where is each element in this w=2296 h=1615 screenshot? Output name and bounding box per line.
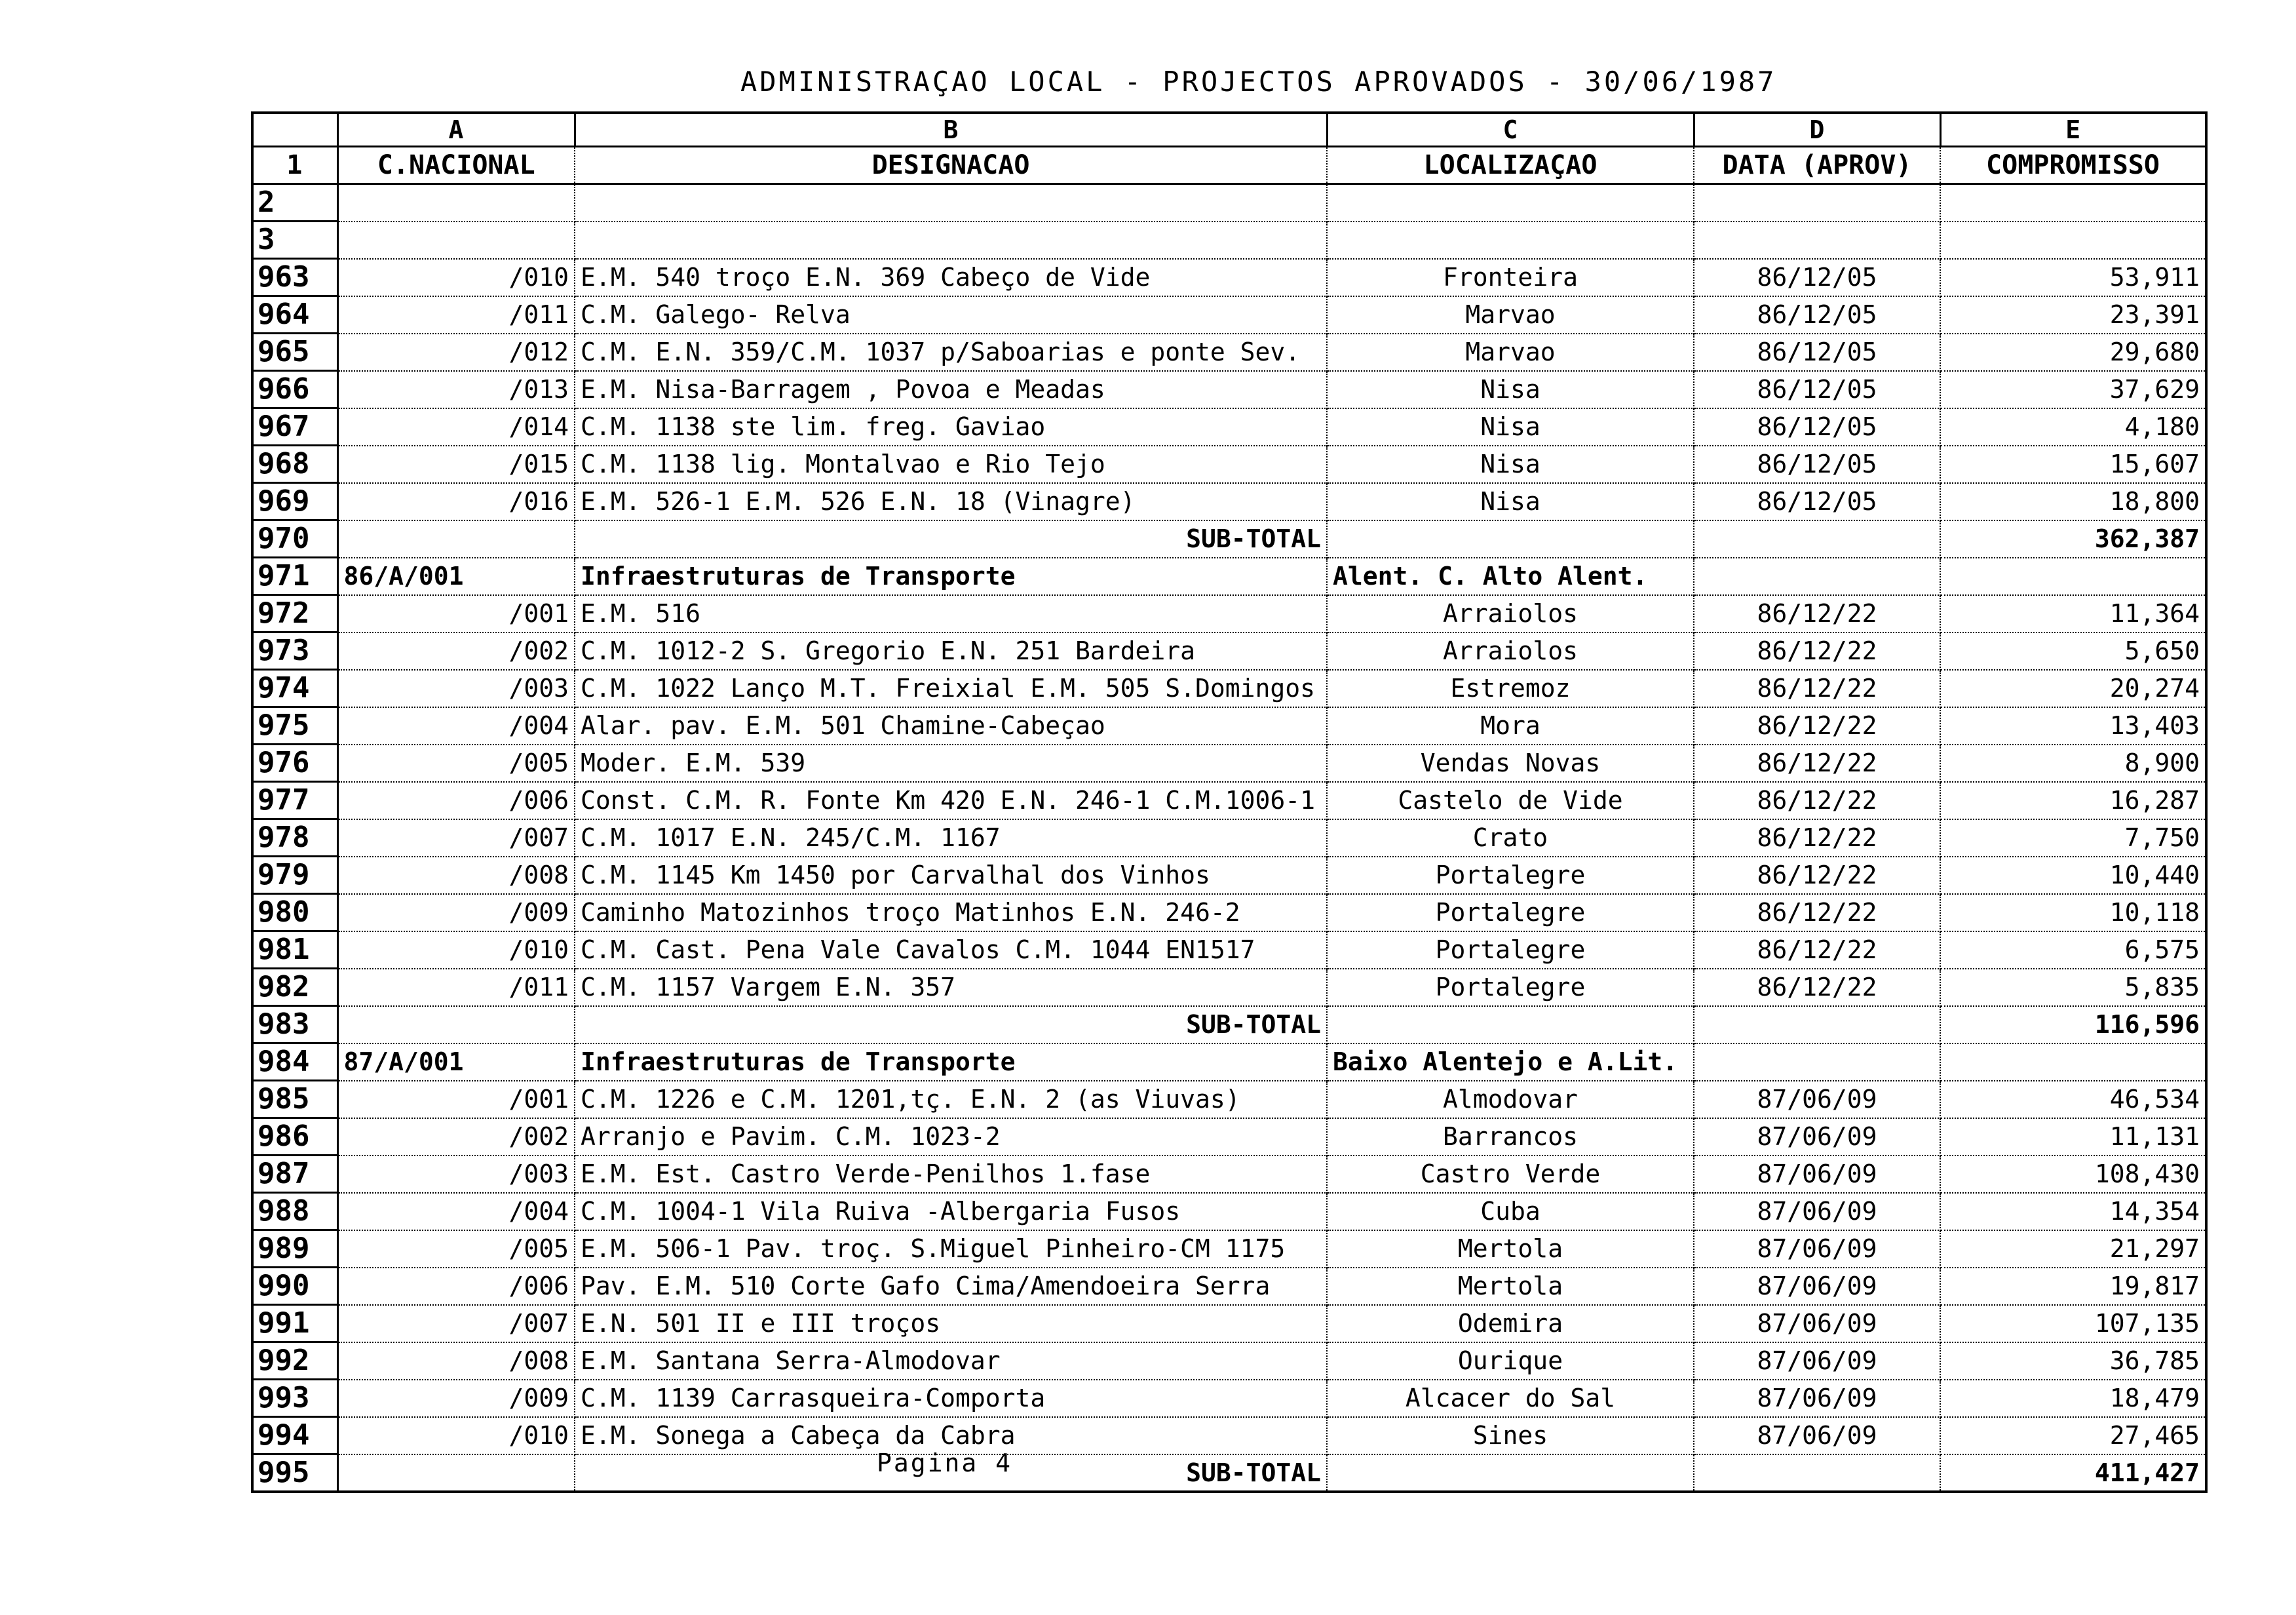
cell-localizacao: Vendas Novas — [1327, 745, 1694, 782]
cell-designacao: C.M. 1017 E.N. 245/C.M. 1167 — [575, 819, 1327, 857]
header-compromisso: COMPROMISSO — [1940, 147, 2206, 184]
cell-designacao: C.M. 1012-2 S. Gregorio E.N. 251 Bardeira — [575, 632, 1327, 670]
cell-designacao: C.M. 1138 lig. Montalvao e Rio Tejo — [575, 446, 1327, 483]
cell-data-aprov: 86/12/22 — [1694, 819, 1940, 857]
cell-data-aprov: 86/12/22 — [1694, 969, 1940, 1006]
cell-data-aprov: 86/12/05 — [1694, 483, 1940, 520]
table-row — [252, 1417, 2206, 1454]
cell-c-nacional: /008 — [337, 857, 575, 894]
cell-c-nacional: /009 — [337, 1380, 575, 1417]
cell-localizacao — [1327, 1006, 1694, 1043]
cell-c-nacional — [337, 520, 575, 558]
document-title: ADMINISTRAÇAO LOCAL - PROJECTOS APROVADOS - 30/06/1987 — [740, 66, 1777, 98]
blank-row — [252, 222, 2206, 259]
row-number: 993 — [252, 1380, 337, 1417]
table-row — [252, 1305, 2206, 1342]
cell-designacao: E.M. Santana Serra-Almodovar — [575, 1342, 1327, 1380]
table-row — [252, 745, 2206, 782]
cell-compromisso: 5,835 — [1940, 969, 2206, 1006]
cell-c-nacional: /011 — [337, 969, 575, 1006]
table-row — [252, 1342, 2206, 1380]
table-row — [252, 1156, 2206, 1193]
cell-data-aprov: 86/12/22 — [1694, 595, 1940, 632]
cell-localizacao: Estremoz — [1327, 670, 1694, 707]
table-row — [252, 632, 2206, 670]
table-row — [252, 1380, 2206, 1417]
subtotal-label: SUB-TOTAL — [575, 1454, 1327, 1492]
table-row — [252, 595, 2206, 632]
cell-localizacao: Portalegre — [1327, 857, 1694, 894]
row-number: 981 — [252, 931, 337, 969]
header-c-nacional: C.NACIONAL — [337, 147, 575, 184]
column-header-a: A — [337, 113, 575, 147]
cell-designacao: Arranjo e Pavim. C.M. 1023-2 — [575, 1118, 1327, 1156]
cell-designacao: E.N. 501 II e III troços — [575, 1305, 1327, 1342]
cell-designacao: E.M. 516 — [575, 595, 1327, 632]
table-row — [252, 894, 2206, 931]
cell-data-aprov: 87/06/09 — [1694, 1230, 1940, 1268]
cell-data-aprov: 86/12/22 — [1694, 707, 1940, 745]
table-row — [252, 371, 2206, 408]
cell-c — [1327, 222, 1694, 259]
row-number: 965 — [252, 334, 337, 371]
cell-compromisso: 108,430 — [1940, 1156, 2206, 1193]
cell-compromisso — [1940, 1043, 2206, 1081]
cell-localizacao: Nisa — [1327, 371, 1694, 408]
cell-designacao: C.M. Cast. Pena Vale Cavalos C.M. 1044 EN1517 — [575, 931, 1327, 969]
row-number: 982 — [252, 969, 337, 1006]
cell-c-nacional: /007 — [337, 819, 575, 857]
subtotal-value: 362,387 — [1940, 520, 2206, 558]
subtotal-label: SUB-TOTAL — [575, 1006, 1327, 1043]
cell-data-aprov: 87/06/09 — [1694, 1193, 1940, 1230]
table-row — [252, 1268, 2206, 1305]
cell-localizacao: Arraiolos — [1327, 632, 1694, 670]
subtotal-row — [252, 520, 2206, 558]
cell-compromisso: 23,391 — [1940, 296, 2206, 334]
row-number: 991 — [252, 1305, 337, 1342]
blank-row — [252, 184, 2206, 222]
cell-compromisso: 18,800 — [1940, 483, 2206, 520]
cell-c-nacional: /012 — [337, 334, 575, 371]
cell-data-aprov — [1694, 1043, 1940, 1081]
row-number: 976 — [252, 745, 337, 782]
table-row — [252, 296, 2206, 334]
table-row — [252, 857, 2206, 894]
header-designacao: DESIGNACAO — [575, 147, 1327, 184]
cell-data-aprov: 87/06/09 — [1694, 1118, 1940, 1156]
cell-c-nacional: /002 — [337, 632, 575, 670]
group-header-row — [252, 558, 2206, 595]
cell-c-nacional: /003 — [337, 1156, 575, 1193]
cell-localizacao: Almodovar — [1327, 1081, 1694, 1118]
subtotal-row — [252, 1006, 2206, 1043]
cell-data-aprov: 87/06/09 — [1694, 1380, 1940, 1417]
row-number: 983 — [252, 1006, 337, 1043]
cell-localizacao: Crato — [1327, 819, 1694, 857]
cell-designacao: E.M. Sonega a Cabeça da Cabra — [575, 1417, 1327, 1454]
cell-c — [1327, 184, 1694, 222]
row-number: 1 — [252, 147, 337, 184]
cell-b — [575, 222, 1327, 259]
cell-c-nacional: /013 — [337, 371, 575, 408]
cell-c-nacional: /005 — [337, 1230, 575, 1268]
cell-c-nacional: /004 — [337, 1193, 575, 1230]
row-number: 974 — [252, 670, 337, 707]
cell-compromisso: 27,465 — [1940, 1417, 2206, 1454]
cell-localizacao: Alent. C. Alto Alent. — [1327, 558, 1694, 595]
table-row — [252, 1230, 2206, 1268]
cell-localizacao: Nisa — [1327, 483, 1694, 520]
cell-designacao: Infraestruturas de Transporte — [575, 558, 1327, 595]
cell-designacao: C.M. Galego- Relva — [575, 296, 1327, 334]
cell-data-aprov: 86/12/05 — [1694, 259, 1940, 296]
table-row — [252, 483, 2206, 520]
row-number: 969 — [252, 483, 337, 520]
table-row — [252, 408, 2206, 446]
column-letters-row — [252, 113, 2206, 147]
cell-designacao: C.M. 1226 e C.M. 1201,tç. E.N. 2 (as Viuvas) — [575, 1081, 1327, 1118]
group-header-row — [252, 1043, 2206, 1081]
cell-compromisso: 16,287 — [1940, 782, 2206, 819]
header-data-aprov: DATA (APROV) — [1694, 147, 1940, 184]
cell-c-nacional: /016 — [337, 483, 575, 520]
cell-c-nacional: /008 — [337, 1342, 575, 1380]
cell-localizacao: Mertola — [1327, 1230, 1694, 1268]
row-number: 2 — [252, 184, 337, 222]
row-number: 978 — [252, 819, 337, 857]
cell-localizacao: Baixo Alentejo e A.Lit. — [1327, 1043, 1694, 1081]
table-row — [252, 782, 2206, 819]
cell-compromisso: 15,607 — [1940, 446, 2206, 483]
table-row — [252, 334, 2206, 371]
cell-compromisso: 7,750 — [1940, 819, 2206, 857]
cell-compromisso — [1940, 558, 2206, 595]
header-localizacao: LOCALIZAÇAO — [1327, 147, 1694, 184]
cell-data-aprov: 86/12/22 — [1694, 632, 1940, 670]
cell-compromisso: 36,785 — [1940, 1342, 2206, 1380]
cell-localizacao: Fronteira — [1327, 259, 1694, 296]
cell-designacao: Const. C.M. R. Fonte Km 420 E.N. 246-1 C.M.1006-1 — [575, 782, 1327, 819]
cell-c-nacional: /010 — [337, 259, 575, 296]
cell-data-aprov: 87/06/09 — [1694, 1268, 1940, 1305]
row-number: 990 — [252, 1268, 337, 1305]
cell-compromisso: 10,118 — [1940, 894, 2206, 931]
column-header-e: E — [1940, 113, 2206, 147]
cell-data-aprov: 87/06/09 — [1694, 1081, 1940, 1118]
cell-designacao: Caminho Matozinhos troço Matinhos E.N. 246-2 — [575, 894, 1327, 931]
cell-c-nacional — [337, 1006, 575, 1043]
cell-localizacao: Castro Verde — [1327, 1156, 1694, 1193]
row-number: 980 — [252, 894, 337, 931]
row-number: 989 — [252, 1230, 337, 1268]
cell-designacao: E.M. 540 troço E.N. 369 Cabeço de Vide — [575, 259, 1327, 296]
spreadsheet-table — [251, 111, 2208, 1493]
cell-designacao: C.M. 1157 Vargem E.N. 357 — [575, 969, 1327, 1006]
cell-b — [575, 184, 1327, 222]
row-number: 986 — [252, 1118, 337, 1156]
cell-designacao: E.M. Est. Castro Verde-Penilhos 1.fase — [575, 1156, 1327, 1193]
cell-data-aprov: 86/12/22 — [1694, 782, 1940, 819]
cell-designacao: C.M. 1138 ste lim. freg. Gaviao — [575, 408, 1327, 446]
cell-localizacao: Arraiolos — [1327, 595, 1694, 632]
row-number: 971 — [252, 558, 337, 595]
cell-localizacao: Alcacer do Sal — [1327, 1380, 1694, 1417]
row-number: 3 — [252, 222, 337, 259]
cell-e — [1940, 222, 2206, 259]
cell-data-aprov: 87/06/09 — [1694, 1342, 1940, 1380]
cell-compromisso: 4,180 — [1940, 408, 2206, 446]
cell-e — [1940, 184, 2206, 222]
cell-localizacao: Marvao — [1327, 296, 1694, 334]
table-row — [252, 446, 2206, 483]
table-row — [252, 1081, 2206, 1118]
cell-data-aprov: 86/12/05 — [1694, 371, 1940, 408]
cell-localizacao: Cuba — [1327, 1193, 1694, 1230]
corner-cell — [252, 113, 337, 147]
row-number: 970 — [252, 520, 337, 558]
cell-c-nacional: /015 — [337, 446, 575, 483]
table-row — [252, 969, 2206, 1006]
cell-data-aprov: 86/12/05 — [1694, 334, 1940, 371]
cell-c-nacional: /010 — [337, 931, 575, 969]
cell-compromisso: 21,297 — [1940, 1230, 2206, 1268]
cell-data-aprov: 86/12/22 — [1694, 931, 1940, 969]
cell-c-nacional: /001 — [337, 595, 575, 632]
cell-c-nacional: /004 — [337, 707, 575, 745]
row-number: 968 — [252, 446, 337, 483]
cell-c-nacional: 86/A/001 — [337, 558, 575, 595]
cell-data-aprov — [1694, 520, 1940, 558]
cell-designacao: C.M. E.N. 359/C.M. 1037 p/Saboarias e ponte Sev. — [575, 334, 1327, 371]
cell-c-nacional: 87/A/001 — [337, 1043, 575, 1081]
row-number: 972 — [252, 595, 337, 632]
table-row — [252, 1118, 2206, 1156]
cell-localizacao: Nisa — [1327, 408, 1694, 446]
cell-designacao: E.M. Nisa-Barragem , Povoa e Meadas — [575, 371, 1327, 408]
cell-c-nacional: /010 — [337, 1417, 575, 1454]
cell-localizacao: Portalegre — [1327, 931, 1694, 969]
cell-compromisso: 107,135 — [1940, 1305, 2206, 1342]
table-row — [252, 819, 2206, 857]
cell-localizacao: Sines — [1327, 1417, 1694, 1454]
cell-localizacao: Odemira — [1327, 1305, 1694, 1342]
cell-compromisso: 18,479 — [1940, 1380, 2206, 1417]
row-number: 987 — [252, 1156, 337, 1193]
column-header-c: C — [1327, 113, 1694, 147]
row-number: 988 — [252, 1193, 337, 1230]
cell-localizacao: Portalegre — [1327, 894, 1694, 931]
cell-compromisso: 46,534 — [1940, 1081, 2206, 1118]
row-number: 994 — [252, 1417, 337, 1454]
table-row — [252, 1193, 2206, 1230]
cell-compromisso: 11,364 — [1940, 595, 2206, 632]
cell-localizacao: Barrancos — [1327, 1118, 1694, 1156]
table-row — [252, 931, 2206, 969]
column-header-b: B — [575, 113, 1327, 147]
cell-compromisso: 6,575 — [1940, 931, 2206, 969]
row-number: 967 — [252, 408, 337, 446]
row-number: 963 — [252, 259, 337, 296]
cell-data-aprov: 86/12/05 — [1694, 296, 1940, 334]
subtotal-label: SUB-TOTAL — [575, 520, 1327, 558]
cell-designacao: C.M. 1004-1 Vila Ruiva -Albergaria Fusos — [575, 1193, 1327, 1230]
cell-localizacao — [1327, 1454, 1694, 1492]
cell-data-aprov — [1694, 1454, 1940, 1492]
cell-data-aprov: 86/12/05 — [1694, 446, 1940, 483]
row-number: 966 — [252, 371, 337, 408]
row-number: 995 — [252, 1454, 337, 1492]
cell-localizacao: Ourique — [1327, 1342, 1694, 1380]
subtotal-row — [252, 1454, 2206, 1492]
cell-data-aprov: 86/12/22 — [1694, 894, 1940, 931]
cell-designacao: C.M. 1139 Carrasqueira-Comporta — [575, 1380, 1327, 1417]
row-number: 975 — [252, 707, 337, 745]
cell-compromisso: 37,629 — [1940, 371, 2206, 408]
subtotal-value: 411,427 — [1940, 1454, 2206, 1492]
cell-c-nacional: /003 — [337, 670, 575, 707]
cell-c-nacional: /006 — [337, 1268, 575, 1305]
cell-data-aprov: 86/12/22 — [1694, 857, 1940, 894]
cell-compromisso: 29,680 — [1940, 334, 2206, 371]
row-number: 977 — [252, 782, 337, 819]
table-row — [252, 259, 2206, 296]
column-header-d: D — [1694, 113, 1940, 147]
cell-compromisso: 20,274 — [1940, 670, 2206, 707]
cell-compromisso: 53,911 — [1940, 259, 2206, 296]
subtotal-value: 116,596 — [1940, 1006, 2206, 1043]
cell-compromisso: 10,440 — [1940, 857, 2206, 894]
cell-d — [1694, 222, 1940, 259]
page-number: Pagina 4 — [877, 1449, 1013, 1477]
cell-localizacao: Mertola — [1327, 1268, 1694, 1305]
cell-d — [1694, 184, 1940, 222]
cell-data-aprov: 87/06/09 — [1694, 1156, 1940, 1193]
cell-localizacao: Portalegre — [1327, 969, 1694, 1006]
cell-localizacao: Castelo de Vide — [1327, 782, 1694, 819]
cell-data-aprov: 86/12/22 — [1694, 745, 1940, 782]
cell-data-aprov: 87/06/09 — [1694, 1417, 1940, 1454]
cell-compromisso: 14,354 — [1940, 1193, 2206, 1230]
cell-designacao: Infraestruturas de Transporte — [575, 1043, 1327, 1081]
cell-localizacao: Mora — [1327, 707, 1694, 745]
header-row — [252, 147, 2206, 184]
row-number: 979 — [252, 857, 337, 894]
cell-designacao: E.M. 506-1 Pav. troç. S.Miguel Pinheiro-CM 1175 — [575, 1230, 1327, 1268]
cell-c-nacional — [337, 1454, 575, 1492]
cell-designacao: C.M. 1022 Lanço M.T. Freixial E.M. 505 S.Domingos — [575, 670, 1327, 707]
cell-compromisso: 5,650 — [1940, 632, 2206, 670]
cell-a — [337, 184, 575, 222]
cell-c-nacional: /007 — [337, 1305, 575, 1342]
cell-c-nacional: /002 — [337, 1118, 575, 1156]
cell-data-aprov: 87/06/09 — [1694, 1305, 1940, 1342]
cell-data-aprov — [1694, 558, 1940, 595]
table-row — [252, 670, 2206, 707]
cell-localizacao: Nisa — [1327, 446, 1694, 483]
cell-a — [337, 222, 575, 259]
cell-designacao: C.M. 1145 Km 1450 por Carvalhal dos Vinhos — [575, 857, 1327, 894]
row-number: 984 — [252, 1043, 337, 1081]
cell-localizacao — [1327, 520, 1694, 558]
cell-compromisso: 11,131 — [1940, 1118, 2206, 1156]
table-row — [252, 707, 2206, 745]
cell-compromisso: 8,900 — [1940, 745, 2206, 782]
cell-c-nacional: /011 — [337, 296, 575, 334]
cell-data-aprov: 86/12/22 — [1694, 670, 1940, 707]
cell-compromisso: 19,817 — [1940, 1268, 2206, 1305]
cell-c-nacional: /009 — [337, 894, 575, 931]
cell-c-nacional: /014 — [337, 408, 575, 446]
row-number: 985 — [252, 1081, 337, 1118]
cell-designacao: E.M. 526-1 E.M. 526 E.N. 18 (Vinagre) — [575, 483, 1327, 520]
cell-designacao: Moder. E.M. 539 — [575, 745, 1327, 782]
cell-c-nacional: /005 — [337, 745, 575, 782]
row-number: 992 — [252, 1342, 337, 1380]
cell-data-aprov — [1694, 1006, 1940, 1043]
cell-c-nacional: /001 — [337, 1081, 575, 1118]
cell-designacao: Alar. pav. E.M. 501 Chamine-Cabeçao — [575, 707, 1327, 745]
cell-compromisso: 13,403 — [1940, 707, 2206, 745]
cell-data-aprov: 86/12/05 — [1694, 408, 1940, 446]
cell-c-nacional: /006 — [337, 782, 575, 819]
row-number: 964 — [252, 296, 337, 334]
cell-localizacao: Marvao — [1327, 334, 1694, 371]
row-number: 973 — [252, 632, 337, 670]
cell-designacao: Pav. E.M. 510 Corte Gafo Cima/Amendoeira Serra — [575, 1268, 1327, 1305]
